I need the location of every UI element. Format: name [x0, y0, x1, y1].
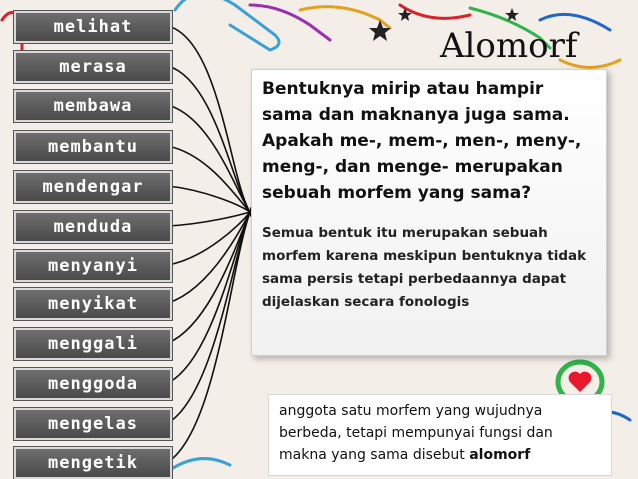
word-box-menduda: menduda [14, 211, 172, 243]
note-text: anggota satu morfem yang wujudnya berbeda, tetapi mempunyai fungsi dan makna yang sama disebut [279, 403, 553, 463]
word-box-menggali: menggali [14, 328, 172, 360]
definition-question: Bentuknya mirip atau hampir sama dan maknanya juga sama. Apakah me-, mem-, men-, meny-, meng-, dan menge- merupakan sebuah morfem yang sama? [262, 79, 582, 203]
alomorf-note-box [268, 394, 612, 476]
word-box-membantu: membantu [14, 131, 172, 163]
word-box-menggoda: menggoda [14, 368, 172, 400]
word-box-merasa: merasa [14, 51, 172, 83]
paperclip-icon [250, 5, 330, 40]
paperclip-icon [170, 459, 230, 470]
word-box-mengelas: mengelas [14, 408, 172, 440]
definition-answer: Semua bentuk itu merupakan sebuah morfem karena meskipun bentuknya tidak sama persis tetapi perbedaannya dapat dijelaskan secara fonologis [262, 225, 587, 310]
paperclip-icon [400, 5, 470, 18]
connector-line [168, 105, 250, 212]
word-box-menyikat: menyikat [14, 288, 172, 320]
paperclip-icon [300, 7, 390, 28]
star-icon [369, 20, 391, 41]
definition-box [251, 69, 607, 356]
slide-title: Alomorf [440, 26, 578, 66]
word-box-melihat: melihat [14, 11, 172, 43]
note-term: alomorf [469, 447, 531, 463]
connector-line [168, 212, 250, 343]
word-box-mendengar: mendengar [14, 171, 172, 203]
heart-icon [569, 372, 592, 392]
word-box-mengetik: mengetik [14, 447, 172, 479]
word-box-menyanyi: menyanyi [14, 250, 172, 282]
connector-line [168, 212, 250, 226]
word-box-membawa: membawa [14, 90, 172, 122]
